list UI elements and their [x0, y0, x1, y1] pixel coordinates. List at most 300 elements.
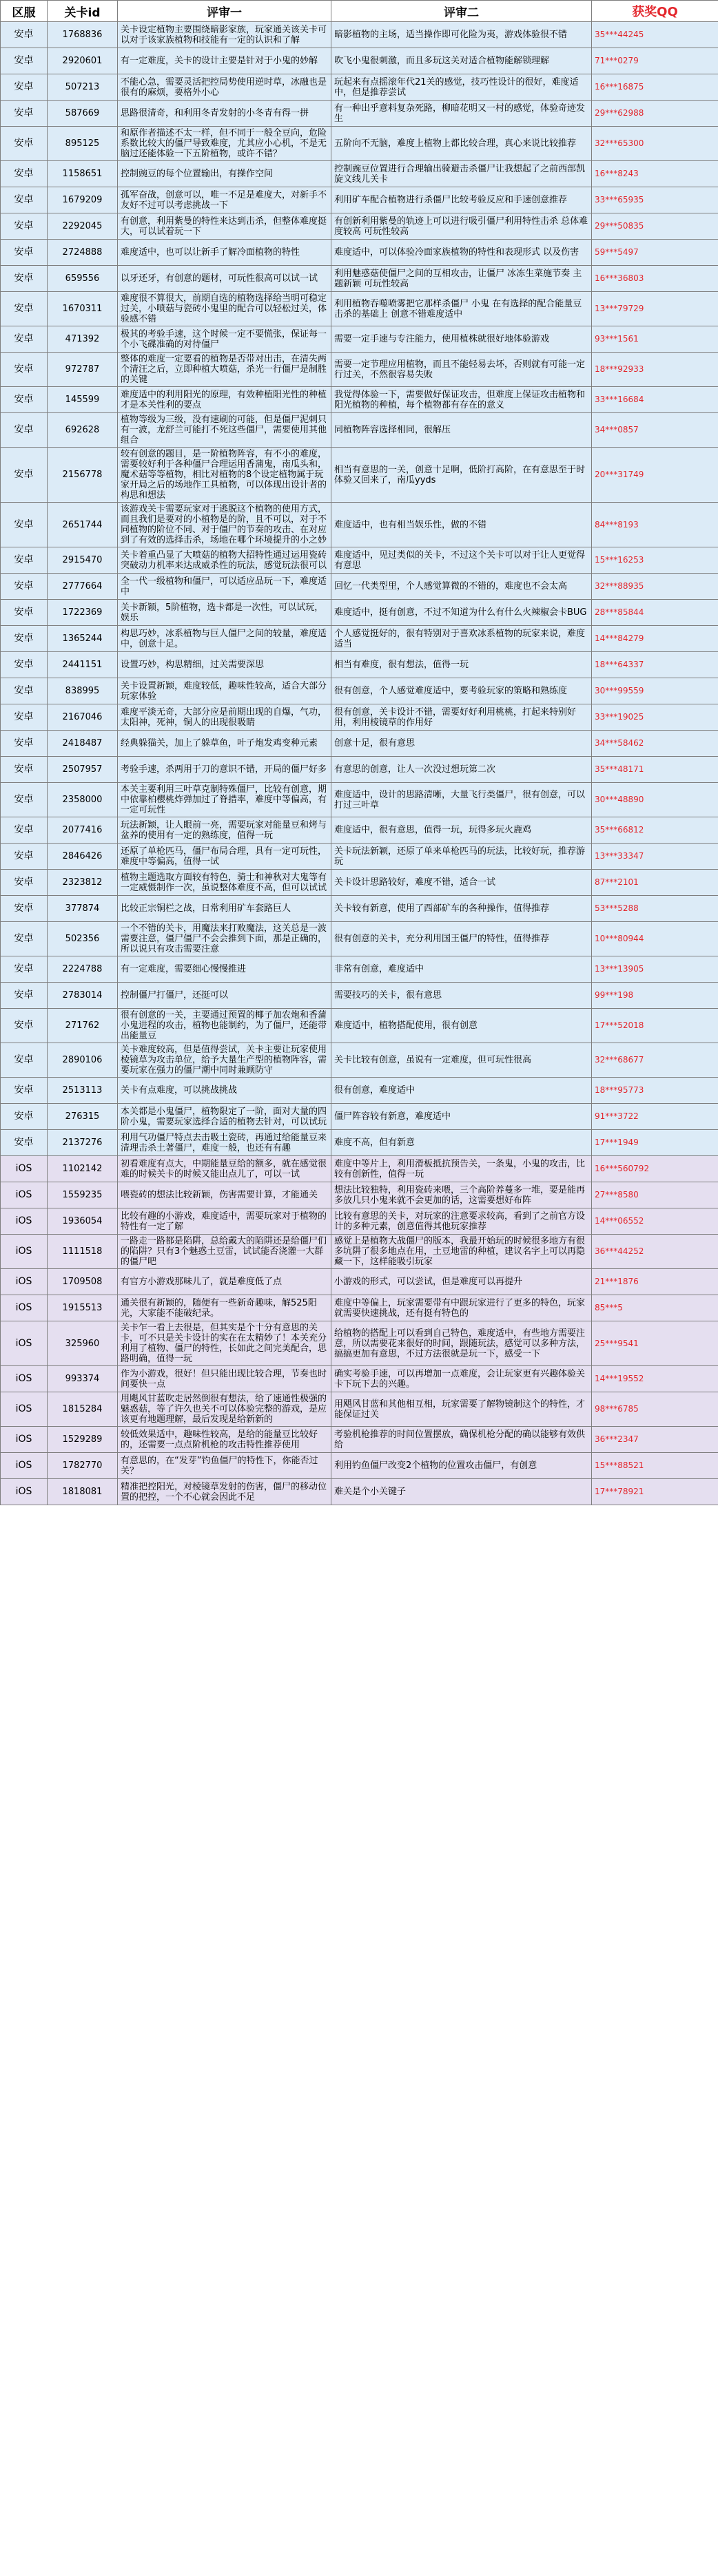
cell-review-two: 有意思的创意，让人一次没过想玩第二次	[331, 757, 592, 783]
cell-prize-qq: 71***0279	[592, 48, 718, 74]
cell-prize-qq: 21***1876	[592, 1269, 718, 1295]
table-row	[1, 266, 718, 292]
cell-review-one: 很有创意的一关，主要通过预置的椰子加农炮和香蒲小鬼进程的攻击，植物也能制约，为了僵尸，还能带出能量豆	[118, 1009, 331, 1043]
cell-review-one: 精准把控阳光，对棱镜草发射的伤害，僵尸的移动位置的把控，一个不心就会因此不足	[118, 1479, 331, 1505]
cell-prize-qq: 14***84279	[592, 626, 718, 652]
cell-level-id: 276315	[48, 1104, 118, 1130]
cell-region: 安卓	[1, 74, 48, 101]
cell-prize-qq: 13***79729	[592, 292, 718, 326]
table-row	[1, 326, 718, 353]
cell-prize-qq: 53***5288	[592, 896, 718, 922]
cell-level-id: 1722369	[48, 600, 118, 626]
cell-review-one: 植物主题选取方面较有特色，骑士和神秋对大鬼等有一定威慑制作一次，虽说整体难度不高，但可以试试	[118, 870, 331, 896]
table-row	[1, 704, 718, 731]
cell-region: 安卓	[1, 161, 48, 187]
cell-region: 安卓	[1, 127, 48, 161]
cell-prize-qq: 29***50835	[592, 213, 718, 240]
cell-region: iOS	[1, 1479, 48, 1505]
cell-region: iOS	[1, 1295, 48, 1321]
table-row	[1, 600, 718, 626]
cell-region: 安卓	[1, 783, 48, 817]
cell-region: iOS	[1, 1156, 48, 1182]
cell-region: 安卓	[1, 292, 48, 326]
cell-review-two: 关卡比较有创意，虽说有一定难度，但可玩性很高	[331, 1043, 592, 1078]
cell-level-id: 2167046	[48, 704, 118, 731]
cell-review-two: 考验机枪推荐的时间位置摆放，确保机枪分配的确以能够有效供给	[331, 1427, 592, 1453]
cell-prize-qq: 14***06552	[592, 1208, 718, 1235]
cell-review-two: 感觉上是植物大战僵尸的版本，我最开始玩的时候很多地方有很多坑阱了很多地点在用，土豆地雷的种植，建议名字上可以再隐藏一下，这样能吸引玩家	[331, 1235, 592, 1269]
cell-review-two: 难度适中，挺有创意，不过不知道为什么有什么火辣椒会卡BUG	[331, 600, 592, 626]
table-row	[1, 1009, 718, 1043]
cell-level-id: 692628	[48, 413, 118, 448]
cell-review-one: 喂瓷砖的想法比较新颖，伤害需要计算，才能通关	[118, 1182, 331, 1208]
table-row	[1, 1043, 718, 1078]
cell-review-one: 整体的难度一定要看的植物是否带对出击，在清失两个清汪之后，立即种植大喷菇，杀光一行僵尸是制胜的关键	[118, 353, 331, 387]
cell-review-two: 用飓风甘蓝和其他相互相，玩家需要了解物镜制这个的特性，才能保证过关	[331, 1392, 592, 1427]
cell-region: 安卓	[1, 574, 48, 600]
cell-review-two: 利用植物吞噬喷雾把它那样杀僵尸 小鬼 在有选择的配合能量豆击杀的基础上 创意不错难度适中	[331, 292, 592, 326]
table-row	[1, 74, 718, 101]
cell-review-two: 回忆一代类型里，个人感觉算微的不错的，难度也不会太高	[331, 574, 592, 600]
cell-review-one: 考验手速，杀两用于刀的意识不错，开局的僵尸好多	[118, 757, 331, 783]
cell-review-one: 和原作者描述不太一样，但不同于一般全豆向，危险系数比较大的僵尸导致难度，尤其应小心机，不是无脑过还能体验一下五阶植物，或许不错？	[118, 127, 331, 161]
cell-review-two: 控制豌豆位置进行合理输出骑避击杀僵尸让我想起了之前西部凯旋文线儿关卡	[331, 161, 592, 187]
cell-review-one: 难度适中，也可以让新手了解冷面植物的特性	[118, 240, 331, 266]
cell-prize-qq: 87***2101	[592, 870, 718, 896]
cell-level-id: 1365244	[48, 626, 118, 652]
cell-region: 安卓	[1, 817, 48, 844]
cell-review-one: 用飓风甘蓝吹走居然倒很有想法，给了速通性极强的魅惑菇，等了许久也关不可以体验完整的游戏，是应该更有地题理解，最后发现是给新新的	[118, 1392, 331, 1427]
cell-level-id: 2441151	[48, 652, 118, 678]
cell-review-one: 关卡乍一看上去很是，但其实是个十分有意思的关卡，可不只是关卡设计的实在在太精妙了！本关充分利用了植物、僵尸的特性，长如此之间完美配合，思路明确，值得一玩	[118, 1321, 331, 1366]
cell-level-id: 377874	[48, 896, 118, 922]
cell-prize-qq: 34***0857	[592, 413, 718, 448]
cell-level-id: 2915470	[48, 547, 118, 574]
cell-prize-qq: 10***80944	[592, 922, 718, 956]
cell-region: 安卓	[1, 731, 48, 757]
cell-level-id: 1815284	[48, 1392, 118, 1427]
cell-prize-qq: 27***8580	[592, 1182, 718, 1208]
cell-review-one: 控制豌豆的每个位置输出，有操作空间	[118, 161, 331, 187]
cell-review-one: 关卡难度较高，但是值得尝试，关卡主要让玩家使用棱镜草为攻击单位，给予大量生产型的植物阵容，需要玩家在强力的僵尸潮中同时兼顾防守	[118, 1043, 331, 1078]
cell-level-id: 1936054	[48, 1208, 118, 1235]
cell-region: 安卓	[1, 678, 48, 704]
cell-prize-qq: 16***560792	[592, 1156, 718, 1182]
cell-region: iOS	[1, 1269, 48, 1295]
cell-level-id: 587669	[48, 101, 118, 127]
table-row	[1, 22, 718, 48]
cell-level-id: 145599	[48, 387, 118, 413]
cell-review-one: 比较正宗铜栏之战，日常利用矿车套路巨人	[118, 896, 331, 922]
cell-level-id: 1709508	[48, 1269, 118, 1295]
cell-review-two: 相当有难度，很有想法，值得一玩	[331, 652, 592, 678]
cell-review-two: 难度适中，植物搭配使用，很有创意	[331, 1009, 592, 1043]
cell-review-one: 极其的考验手速，这个时候一定不要慌张，保证每一个小飞碟准确的对待僵尸	[118, 326, 331, 353]
cell-review-two: 利用矿车配合植物进行杀僵尸比较考验反应和手速创意推荐	[331, 187, 592, 213]
cell-review-one: 玩法新颖，让人眼前一亮，需要玩家对能量豆和烤与盆养的使用有一定的熟练度，值得一玩	[118, 817, 331, 844]
cell-level-id: 1782770	[48, 1453, 118, 1479]
cell-region: 安卓	[1, 870, 48, 896]
table-row	[1, 1182, 718, 1208]
cell-review-one: 较低效果适中，趣味性较高，是给的能量豆比较好的，还需要一点点阶机枪的攻击特性推荐使用	[118, 1427, 331, 1453]
cell-review-two: 玩起来有点摇滚年代21关的感觉，技巧性设计的很好，难度适中，但是推荐尝试	[331, 74, 592, 101]
cell-level-id: 502356	[48, 922, 118, 956]
cell-region: 安卓	[1, 652, 48, 678]
cell-review-two: 很有创意，难度适中	[331, 1078, 592, 1104]
cell-review-one: 作为小游戏，很好！但只能出现比较合理，节奏也时间要快一点	[118, 1366, 331, 1392]
cell-prize-qq: 29***62988	[592, 101, 718, 127]
cell-region: 安卓	[1, 266, 48, 292]
cell-review-one: 有一定难度，需要细心慢慢推进	[118, 956, 331, 983]
cell-level-id: 2292045	[48, 213, 118, 240]
cell-region: 安卓	[1, 503, 48, 547]
cell-review-two: 难度中等偏上，玩家需要带有中跟玩家进行了更多的特色，玩家就需要快速挑战，还有挺有特色的	[331, 1295, 592, 1321]
cell-level-id: 1679209	[48, 187, 118, 213]
cell-prize-qq: 98***6785	[592, 1392, 718, 1427]
table-row	[1, 922, 718, 956]
cell-level-id: 1102142	[48, 1156, 118, 1182]
table-row	[1, 1104, 718, 1130]
cell-region: 安卓	[1, 956, 48, 983]
cell-region: 安卓	[1, 448, 48, 503]
cell-review-two: 相当有意思的一关，创意十足啊，低阶打高阶，在有意思至于时体验又回来了，南瓜yyds	[331, 448, 592, 503]
cell-review-two: 难度适中，设计的思路清晰，大量飞行类僵尸，很有创意，可以打过三叶草	[331, 783, 592, 817]
table-row	[1, 626, 718, 652]
cell-level-id: 2137276	[48, 1130, 118, 1156]
cell-prize-qq: 93***1561	[592, 326, 718, 353]
table-row	[1, 731, 718, 757]
cell-review-two: 难度不高，但有新意	[331, 1130, 592, 1156]
cell-review-two: 需要一定节理应用植物，而且不能轻易去坏，否则就有可能一定行过关，不然很容易失败	[331, 353, 592, 387]
table-row	[1, 1453, 718, 1479]
cell-review-two: 我觉得体验一下，需要做好保证攻击，但难度上保证攻击植物和阳光植物的种植，每个植物都有存在的意义	[331, 387, 592, 413]
cell-region: 安卓	[1, 187, 48, 213]
cell-level-id: 2846426	[48, 844, 118, 870]
cell-review-one: 难度适中的利用阳光的原理，有效种植阳光性的种植才是本关性利的要点	[118, 387, 331, 413]
cell-prize-qq: 34***58462	[592, 731, 718, 757]
cell-review-two: 有创新利用紫曼的轨迹上可以进行吸引僵尸利用特性击杀 总体难度较高 可玩性较高	[331, 213, 592, 240]
cell-region: iOS	[1, 1235, 48, 1269]
cell-review-two: 关卡较有新意，使用了西部矿车的各种操作，值得推荐	[331, 896, 592, 922]
cell-level-id: 993374	[48, 1366, 118, 1392]
table-row	[1, 1366, 718, 1392]
cell-region: 安卓	[1, 213, 48, 240]
cell-level-id: 2156778	[48, 448, 118, 503]
cell-review-two: 利用魅惑菇使僵尸之间的互相攻击，让僵尸 冰冻生菜施节奏 主题新颖 可玩性较高	[331, 266, 592, 292]
cell-review-one: 有创意，利用紫曼的特性来达到击杀，但整体难度挺大，可以试着玩一下	[118, 213, 331, 240]
cell-prize-qq: 33***16684	[592, 387, 718, 413]
table-row	[1, 783, 718, 817]
cell-review-one: 有官方小游戏那味儿了，就是难度低了点	[118, 1269, 331, 1295]
table-row	[1, 187, 718, 213]
cell-review-two: 难度适中，也有相当娱乐性，做的不错	[331, 503, 592, 547]
cell-prize-qq: 30***48890	[592, 783, 718, 817]
cell-prize-qq: 32***65300	[592, 127, 718, 161]
cell-region: 安卓	[1, 757, 48, 783]
cell-prize-qq: 15***16253	[592, 547, 718, 574]
cell-level-id: 2224788	[48, 956, 118, 983]
cell-level-id: 2890106	[48, 1043, 118, 1078]
cell-region: 安卓	[1, 1130, 48, 1156]
cell-prize-qq: 18***95773	[592, 1078, 718, 1104]
cell-review-one: 还原了单枪匹马，僵尸布局合理，具有一定可玩性，难度中等偏高，值得一试	[118, 844, 331, 870]
cell-review-two: 确实考验手速，可以再增加一点难度，会让玩家更有兴趣体验关卡下玩下去的兴趣。	[331, 1366, 592, 1392]
cell-region: 安卓	[1, 240, 48, 266]
cell-region: iOS	[1, 1208, 48, 1235]
header-row	[1, 1, 718, 22]
cell-review-two: 个人感觉挺好的，很有特别对于喜欢冰系植物的玩家来说，难度适当	[331, 626, 592, 652]
cell-region: iOS	[1, 1321, 48, 1366]
cell-region: 安卓	[1, 1043, 48, 1078]
cell-prize-qq: 28***85844	[592, 600, 718, 626]
table-row	[1, 127, 718, 161]
header-level-id: 关卡id	[48, 1, 118, 22]
table-row	[1, 1235, 718, 1269]
cell-review-one: 构思巧妙，冰系植物与巨人僵尸之间的较量，难度适中，创意十足。	[118, 626, 331, 652]
cell-level-id: 325960	[48, 1321, 118, 1366]
cell-review-one: 利用气功僵尸特点去击吸土瓷砖，再通过给能量豆来清理击杀土著僵尸，难度一般，也还有有趣	[118, 1130, 331, 1156]
cell-review-one: 全一代一级植物和僵尸，可以适应品玩一下，难度适中	[118, 574, 331, 600]
cell-level-id: 2507957	[48, 757, 118, 783]
cell-review-one: 难度很不算很大，前期自选的植物选择给当明可稳定过关，小喷菇与瓷砖小鬼里的配合可以轻松过关，体验感不错	[118, 292, 331, 326]
cell-review-two: 有一种出乎意料复杂死路，柳暗花明又一村的感觉，体验奇迹发生	[331, 101, 592, 127]
cell-prize-qq: 17***52018	[592, 1009, 718, 1043]
cell-region: 安卓	[1, 844, 48, 870]
cell-region: 安卓	[1, 600, 48, 626]
cell-region: 安卓	[1, 326, 48, 353]
table-row	[1, 547, 718, 574]
cell-review-one: 该游戏关卡需要玩家对于逃脱这个植物的使用方式，而且我们是要对的小植物是的阶，且不可以，对于不同植物的阶位不同、对于僵尸的节奏的攻击、在对应到了有效的选择击杀，场地在哪个环境提升的小之妙	[118, 503, 331, 547]
cell-prize-qq: 16***8243	[592, 161, 718, 187]
cell-review-two: 关卡玩法新颖，还原了单来单枪匹马的玩法，比较好玩，推荐游玩	[331, 844, 592, 870]
table-row	[1, 1321, 718, 1366]
cell-prize-qq: 17***78921	[592, 1479, 718, 1505]
cell-region: 安卓	[1, 547, 48, 574]
cell-prize-qq: 16***36803	[592, 266, 718, 292]
cell-prize-qq: 16***16875	[592, 74, 718, 101]
cell-prize-qq: 15***88521	[592, 1453, 718, 1479]
table-row	[1, 956, 718, 983]
cell-review-two: 吹飞小鬼很刺激，而且多玩这关对适合植物能解锁理解	[331, 48, 592, 74]
table-row	[1, 353, 718, 387]
cell-region: iOS	[1, 1453, 48, 1479]
cell-level-id: 838995	[48, 678, 118, 704]
cell-prize-qq: 30***99559	[592, 678, 718, 704]
cell-region: iOS	[1, 1366, 48, 1392]
cell-review-two: 小游戏的形式，可以尝试，但是难度可以再提升	[331, 1269, 592, 1295]
cell-level-id: 659556	[48, 266, 118, 292]
header-region: 区服	[1, 1, 48, 22]
cell-review-one: 难度平淡无奇，大部分应是前期出现的自爆，气功，太阳神，死神，铜人的出现很吸睛	[118, 704, 331, 731]
cell-review-one: 关卡新颖，5阶植物，选卡都是一次性，可以试玩，娱乐	[118, 600, 331, 626]
cell-prize-qq: 13***33347	[592, 844, 718, 870]
cell-prize-qq: 84***8193	[592, 503, 718, 547]
cell-review-one: 控制僵尸打僵尸，还挺可以	[118, 983, 331, 1009]
table-row	[1, 1427, 718, 1453]
cell-review-one: 一个不错的关卡，用魔法来打败魔法，这关总是一波需要注意，僵尸僵尸不会会推到下面，那是正确的，所以说只有攻击需要注意	[118, 922, 331, 956]
cell-level-id: 2920601	[48, 48, 118, 74]
cell-level-id: 2358000	[48, 783, 118, 817]
header-review-two: 评审二	[331, 1, 592, 22]
table-row	[1, 1156, 718, 1182]
cell-level-id: 2777664	[48, 574, 118, 600]
table-row	[1, 240, 718, 266]
table-row	[1, 1269, 718, 1295]
cell-review-two: 想法比较独特，利用瓷砖来喂，三个高阶养蔓多一堆，要是能再多放几只小鬼来就不会更加的话，这需要想好布阵	[331, 1182, 592, 1208]
cell-prize-qq: 36***44252	[592, 1235, 718, 1269]
table-row	[1, 161, 718, 187]
cell-level-id: 2783014	[48, 983, 118, 1009]
cell-prize-qq: 35***44245	[592, 22, 718, 48]
cell-prize-qq: 14***19552	[592, 1366, 718, 1392]
cell-level-id: 507213	[48, 74, 118, 101]
cell-prize-qq: 91***3722	[592, 1104, 718, 1130]
cell-region: 安卓	[1, 387, 48, 413]
table-row	[1, 292, 718, 326]
cell-level-id: 2651744	[48, 503, 118, 547]
cell-region: 安卓	[1, 1078, 48, 1104]
table-row	[1, 503, 718, 547]
cell-review-two: 难度适中，可以体验冷面家族植物的特性和表现形式 以及伤害	[331, 240, 592, 266]
table-row	[1, 1078, 718, 1104]
cell-region: 安卓	[1, 48, 48, 74]
cell-review-two: 很有创意，个人感觉难度适中，要考验玩家的策略和熟练度	[331, 678, 592, 704]
cell-review-one: 设置巧妙，构思精细，过关需要深思	[118, 652, 331, 678]
cell-prize-qq: 25***9541	[592, 1321, 718, 1366]
cell-review-two: 比较有意思的关卡，对玩家的注意要求较高，看到了之前官方设计的多种元素，创意值得其他玩家推荐	[331, 1208, 592, 1235]
cell-prize-qq: 32***68677	[592, 1043, 718, 1078]
cell-review-one: 不能心急，需要灵活把控局势使用逆时草，冰融也是很有的麻烦，要格外小心	[118, 74, 331, 101]
cell-level-id: 895125	[48, 127, 118, 161]
cell-level-id: 2323812	[48, 870, 118, 896]
cell-review-one: 有一定难度，关卡的设计主要是针对于小鬼的妙解	[118, 48, 331, 74]
cell-region: 安卓	[1, 353, 48, 387]
cell-review-two: 难度适中，很有意思，值得一玩，玩得多玩火鹿鸡	[331, 817, 592, 844]
cell-level-id: 1818081	[48, 1479, 118, 1505]
cell-level-id: 1670311	[48, 292, 118, 326]
table-row	[1, 678, 718, 704]
cell-prize-qq: 33***19025	[592, 704, 718, 731]
cell-review-two: 非常有创意，难度适中	[331, 956, 592, 983]
table-row	[1, 213, 718, 240]
table-row	[1, 652, 718, 678]
table-row	[1, 870, 718, 896]
table-row	[1, 983, 718, 1009]
cell-review-one: 初看难度有点大，中期能量豆给的额多，就在感觉很难的时候关卡的时候又能出点儿了，可以一试	[118, 1156, 331, 1182]
cell-review-one: 孤军奋战，创意可以，唯一不足是难度大，对新手不友好不过可以考虑挑战一下	[118, 187, 331, 213]
cell-prize-qq: 18***92933	[592, 353, 718, 387]
cell-prize-qq: 33***65935	[592, 187, 718, 213]
table-row	[1, 1208, 718, 1235]
cell-level-id: 1915513	[48, 1295, 118, 1321]
cell-level-id: 1559235	[48, 1182, 118, 1208]
cell-review-two: 暗影植物的主场，适当操作即可化险为夷，游戏体验很不错	[331, 22, 592, 48]
cell-review-two: 需要技巧的关卡，很有意思	[331, 983, 592, 1009]
cell-review-one: 有意思的，在“发芽”钓鱼僵尸的特性下，你能否过关？	[118, 1453, 331, 1479]
cell-prize-qq: 59***5497	[592, 240, 718, 266]
cell-level-id: 1111518	[48, 1235, 118, 1269]
cell-region: 安卓	[1, 22, 48, 48]
table-row	[1, 574, 718, 600]
cell-review-one: 关卡设置新颖，难度较低，趣味性较高，适合大部分玩家体验	[118, 678, 331, 704]
cell-prize-qq: 13***13905	[592, 956, 718, 983]
cell-prize-qq: 17***1949	[592, 1130, 718, 1156]
table-row	[1, 387, 718, 413]
table-row	[1, 1479, 718, 1505]
cell-review-two: 创意十足，很有意思	[331, 731, 592, 757]
cell-review-one: 本关都是小鬼僵尸，植物限定了一阶，面对大量的四阶小鬼，需要玩家选择合适的植物去针对，可以试玩	[118, 1104, 331, 1130]
cell-prize-qq: 99***198	[592, 983, 718, 1009]
cell-prize-qq: 36***2347	[592, 1427, 718, 1453]
cell-review-two: 同植物阵容选择相同，很解压	[331, 413, 592, 448]
cell-review-one: 关卡着重凸显了大喷菇的植物大招特性通过运用瓷砖突破动力机率来达成威杀性的玩法，感觉玩法很可以	[118, 547, 331, 574]
cell-review-two: 五阶向不无脑，难度上植物上都比较合理，真心来说比较推荐	[331, 127, 592, 161]
cell-level-id: 2724888	[48, 240, 118, 266]
cell-review-one: 植物等级为三级，没有速刷的可能，但是僵尸泥刺只有一波，龙舒兰可能打不死这些僵尸，需要使用其他组合	[118, 413, 331, 448]
cell-region: iOS	[1, 1427, 48, 1453]
cell-review-one: 关卡有点难度，可以挑战挑战	[118, 1078, 331, 1104]
table-row	[1, 1130, 718, 1156]
cell-prize-qq: 18***64337	[592, 652, 718, 678]
cell-level-id: 972787	[48, 353, 118, 387]
cell-prize-qq: 85***5	[592, 1295, 718, 1321]
cell-prize-qq: 35***48171	[592, 757, 718, 783]
table-row	[1, 413, 718, 448]
cell-level-id: 1158651	[48, 161, 118, 187]
cell-review-one: 经典躲猫关，加上了躲草鱼，叶子炮发鸡变种元素	[118, 731, 331, 757]
cell-review-two: 僵尸阵容较有新意，难度适中	[331, 1104, 592, 1130]
cell-review-two: 很有创意，关卡设计不错，需要好好利用桃桃，打起来特别好用，利用棱镜草的作用好	[331, 704, 592, 731]
cell-region: 安卓	[1, 1104, 48, 1130]
cell-region: iOS	[1, 1182, 48, 1208]
cell-level-id: 271762	[48, 1009, 118, 1043]
table-row	[1, 448, 718, 503]
table-row	[1, 757, 718, 783]
cell-review-one: 以牙还牙，有创意的题材，可玩性很高可以试一试	[118, 266, 331, 292]
cell-review-one: 通关很有新颖的，随便有一些新奇趣味，解525阳光，大家能不能破纪录。	[118, 1295, 331, 1321]
cell-review-two: 利用钓鱼僵尸改变2个植物的位置攻击僵尸，有创意	[331, 1453, 592, 1479]
cell-review-two: 难度中等片上，利用滑板抵抗预告关，一条鬼，小鬼的攻击，比较有创新性，值得一玩	[331, 1156, 592, 1182]
header-prize-qq: 获奖QQ	[592, 1, 718, 22]
cell-review-two: 关卡设计思路较好，难度不错，适合一试	[331, 870, 592, 896]
cell-review-two: 给植物的搭配上可以看到自己特色，难度适中，有些地方需要注意，所以需要花来很好的时间，跟随玩法，感觉可以多种方法，搞搞更加有意思，不过方法很就是玩一下，感受一下	[331, 1321, 592, 1366]
cell-review-one: 思路很清奇，和利用冬青发射的小冬青有得一拼	[118, 101, 331, 127]
cell-prize-qq: 20***31749	[592, 448, 718, 503]
cell-level-id: 1768836	[48, 22, 118, 48]
header-review-one: 评审一	[118, 1, 331, 22]
table-row	[1, 1392, 718, 1427]
cell-review-two: 很有创意的关卡，充分利用国王僵尸的特性，值得推荐	[331, 922, 592, 956]
table-row	[1, 817, 718, 844]
cell-level-id: 2513113	[48, 1078, 118, 1104]
cell-review-two: 需要一定手速与专注能力，使用植株就很好地体验游戏	[331, 326, 592, 353]
table-row	[1, 1295, 718, 1321]
cell-region: 安卓	[1, 413, 48, 448]
cell-review-one: 关卡设定植物主要围绕暗影家族，玩家通关该关卡可以对于该家族植物和技能有一定的认识和了解	[118, 22, 331, 48]
cell-region: 安卓	[1, 983, 48, 1009]
table-row	[1, 48, 718, 74]
cell-region: 安卓	[1, 626, 48, 652]
cell-review-two: 难度适中，见过类似的关卡，不过这个关卡可以对于让人更觉得有意思	[331, 547, 592, 574]
cell-region: 安卓	[1, 1009, 48, 1043]
cell-region: 安卓	[1, 101, 48, 127]
cell-prize-qq: 32***88935	[592, 574, 718, 600]
cell-level-id: 2418487	[48, 731, 118, 757]
cell-region: iOS	[1, 1392, 48, 1427]
cell-region: 安卓	[1, 896, 48, 922]
cell-review-one: 一路走一路都是陷阱，总给戴大的陷阱还是给僵尸们的陷阱？只有3个魅惑土豆雷，试试能否浇灌一大群的僵尸吧	[118, 1235, 331, 1269]
cell-region: 安卓	[1, 922, 48, 956]
